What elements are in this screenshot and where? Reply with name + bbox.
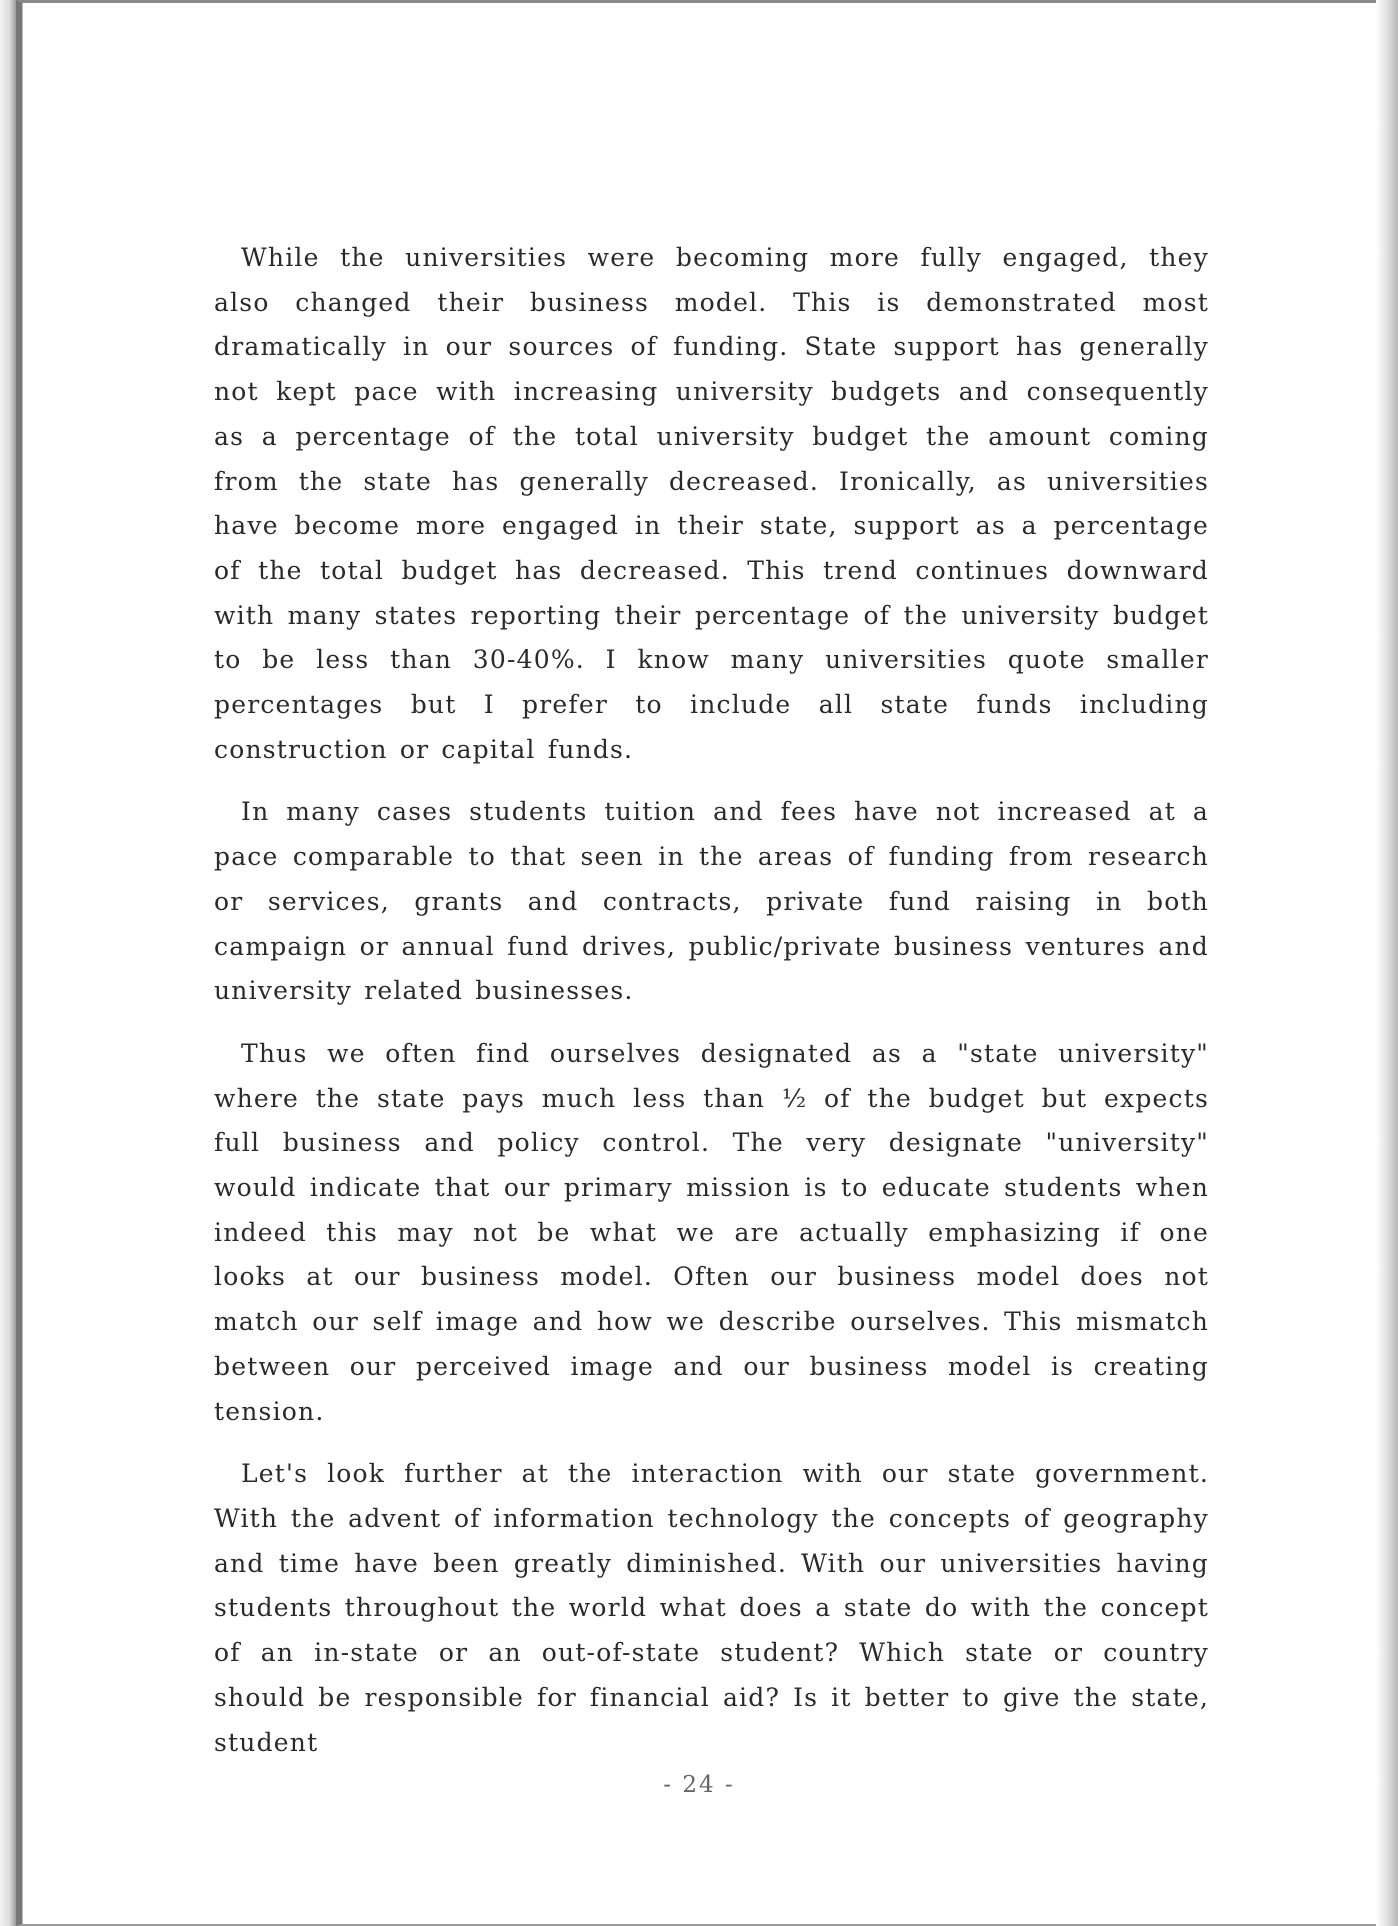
- body-text: [214, 236, 1209, 1783]
- paragraph-funding-sources: While the universities were becoming more fully engaged, they also changed their business model. This is demonstrated most dramatically in our sources of funding. State support has generally not kept pace with increasing university budgets and consequently as a percentage of the total university budget the amount coming from the state has generally decreased. Ironically, as universities have become more engaged in their state, support as a percentage of the total budget has decreased. This trend continues downward with many states reporting their percentage of the university budget to be less than 30-40%. I know many universities quote smaller percentages but I prefer to include all state funds including construction or capital funds.: [214, 243, 1209, 764]
- paragraph-state-university: Thus we often find ourselves designated as a "state university" where the state pays much less than ½ of the budget but expects full business and policy control. The very designate "university" would indicate that our primary mission is to educate students when indeed this may not be what we are actually emphasizing if one looks at our business model. Often our business model does not match our self image and how we describe ourselves. This mismatch between our perceived image and our business model is creating tension.: [214, 1038, 1209, 1426]
- page-number: - 24 -: [663, 1772, 735, 1798]
- paragraph-state-government: Let's look further at the interaction with our state government. With the advent of information technology the concepts of geography and time have been greatly diminished. With our universities having students throughout the world what does a state do with the concept of an in-state or an out-of-state student? Which state or country should be responsible for financial aid? Is it better to give the state, student: [214, 1459, 1209, 1757]
- paragraph-tuition-fees: In many cases students tuition and fees have not increased at a pace comparable to that seen in the areas of funding from research or services, grants and contracts, private fund raising in both campaign or annual fund drives, public/private business ventures and university related businesses.: [214, 797, 1209, 1006]
- page-left-edge: [0, 0, 16, 1926]
- page-right-shadow: [1376, 0, 1398, 1926]
